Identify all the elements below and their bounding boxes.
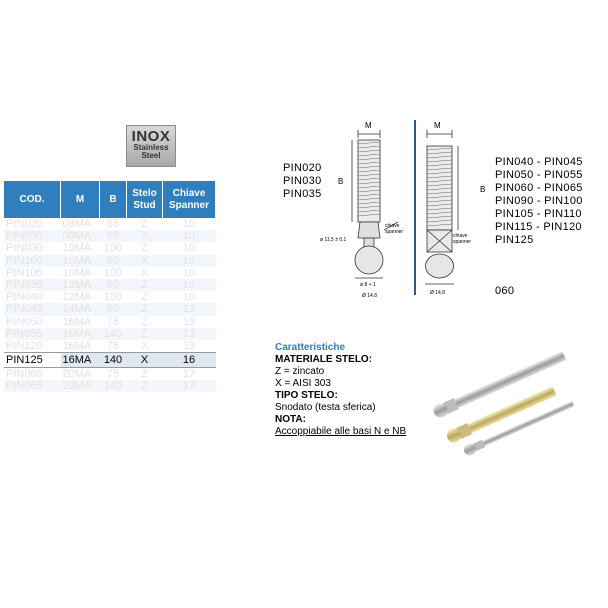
cell-cod: PIN020 [6,218,43,231]
left-stud-drawing [352,130,398,278]
cell-stelo: X [127,230,163,242]
left-code: PIN035 [283,188,322,200]
cell-cod: PIN120 [6,339,43,352]
cell-b: 100 [103,242,123,255]
cell-b: 60 [100,279,127,291]
table-row [4,267,216,279]
cell-chiave: 17 [182,368,196,381]
cell-chiave: 10 [163,279,216,291]
cell-stelo: X [127,255,163,267]
dim-b-left: B [338,177,344,186]
cell-chiave: 10 [182,291,196,304]
table-row [4,279,216,291]
dia-left-1: ø 11,5 ± 0,1 [320,237,347,243]
table-row [4,242,216,254]
cell-chiave: 10 [182,218,196,231]
z-line: Z = zincato [275,366,325,377]
chiave-right: chiave [453,233,468,239]
cell-stelo: X [140,266,149,279]
table-row [4,353,216,368]
left-code: PIN020 [283,162,322,174]
table-row [4,316,216,328]
cell-b: 75 [106,339,120,352]
cell-m: 16MA [62,315,92,328]
cell-m: 12MA [61,279,100,291]
cell-chiave: 13 [182,315,196,328]
cell-stelo: Z [141,218,148,231]
tipo-label: TIPO STELO: [275,390,338,401]
cell-stelo: Z [127,380,163,392]
cell-b: 60 [100,255,127,267]
cell-cod: PIN030 [6,242,43,255]
right-code: PIN125 [495,234,534,246]
steel-text: Steel [141,151,161,160]
cell-m: 14MA [61,303,100,315]
materiale-label: MATERIALE STELO: [275,354,373,365]
cell-stelo: Z [127,328,163,340]
dim-m-right: M [434,121,441,130]
dia-right: Ø 14,8 [430,290,446,296]
table-row [4,230,216,242]
cell-chiave: 10 [182,242,196,255]
table-row [4,255,216,267]
characteristics-title: Caratteristiche [275,342,346,353]
table-row [4,340,216,353]
header-stelo: Stelo Stud [127,181,163,218]
cell-stelo: Z [141,368,148,381]
table-row [4,328,216,340]
dia-left-3: Ø 14,8 [362,293,378,299]
cell-m: 08MA [62,218,92,231]
cell-cod: PIN050 [6,315,43,328]
cell-cod: PIN035 [4,279,61,291]
nota-label: NOTA: [275,414,306,425]
chiave-left: chiave [385,223,400,229]
inox-badge [126,125,176,167]
fragment-code: 060 [495,285,515,297]
cell-b: 140 [100,380,127,392]
cell-chiave: 17 [163,380,216,392]
spec-table [4,181,216,392]
cell-cod: PIN100 [4,255,61,267]
right-code: PIN050 - PIN055 [495,169,583,181]
cell-m: 16MA [61,328,100,340]
table-row [4,303,216,315]
cell-b: 140 [100,353,127,368]
cell-stelo: X [127,353,163,368]
tipo-value: Snodato (testa sferica) [275,402,376,413]
inox-text: INOX [131,128,171,145]
table-row [4,380,216,392]
stainless-text: Stainless [133,143,169,152]
cell-b: 60 [100,303,127,315]
cell-stelo: Z [141,242,148,255]
cell-m: 10MA [62,266,92,279]
cell-chiave: 10 [163,230,216,242]
header-chiave: Chiave Spanner [163,181,216,218]
cell-m: 10MA [62,242,92,255]
dim-m-left: M [365,121,372,130]
cell-cod: PIN045 [4,303,61,315]
right-stud-drawing [425,130,458,284]
cell-m: 16MA [61,353,100,368]
cell-m: 10MA [61,255,100,267]
cell-cod: PIN105 [6,266,43,279]
dia-left-2: ø 8 + 1 [360,282,376,288]
table-row [4,218,216,230]
cell-b: 140 [100,328,127,340]
cell-b: 100 [103,266,123,279]
cell-stelo: Z [141,291,148,304]
right-code: PIN040 - PIN045 [495,156,583,168]
cell-chiave: 10 [163,255,216,267]
cell-m: 16MA [62,339,92,352]
x-line: X = AISI 303 [275,378,331,389]
cell-m: 20MA [62,368,92,381]
cell-m: 08MA [61,230,100,242]
cell-stelo: Z [141,315,148,328]
right-code: PIN105 - PIN110 [495,208,582,220]
cell-stelo: Z [127,303,163,315]
cell-cod: PIN055 [4,328,61,340]
right-code: PIN060 - PIN065 [495,182,583,194]
cell-stelo: X [140,339,149,352]
nota-value: Accoppiabile alle basi N e NB [275,426,407,437]
cell-chiave: 13 [163,303,216,315]
cell-stelo: Z [127,279,163,291]
cell-m: 12MA [62,291,92,304]
right-codes [495,156,583,247]
right-code: PIN115 - PIN120 [495,221,582,233]
cell-b: 65 [100,230,127,242]
spanner-right: spanner [453,239,472,245]
cell-m: 20MA [61,380,100,392]
table-row [4,291,216,303]
cell-cod: PIN065 [4,380,61,392]
header-b: B [100,181,127,218]
cell-cod: PIN060 [6,368,43,381]
cell-chiave: 10 [182,266,196,279]
header-m: M [61,181,100,218]
dim-b-right: B [480,185,486,194]
cell-cod: PIN040 [6,291,43,304]
cell-b: 130 [103,291,123,304]
cell-b: 65 [106,218,120,231]
technical-drawing [280,110,530,300]
table-row [4,368,216,381]
cell-cod: PIN090 [4,230,61,242]
left-code: PIN030 [283,175,322,187]
header-cod: COD. [4,181,61,218]
spanner-left: spanner [385,229,404,235]
cell-b: 75 [106,315,120,328]
left-codes [283,162,322,201]
product-photo [430,330,580,460]
cell-cod: PIN125 [4,353,61,368]
cell-chiave: 13 [182,339,196,352]
table-header-row [4,181,216,218]
right-code: PIN090 - PIN100 [495,195,583,207]
cell-b: 75 [106,368,120,381]
characteristics [275,342,406,438]
cell-chiave: 16 [163,353,216,368]
cell-chiave: 13 [163,328,216,340]
